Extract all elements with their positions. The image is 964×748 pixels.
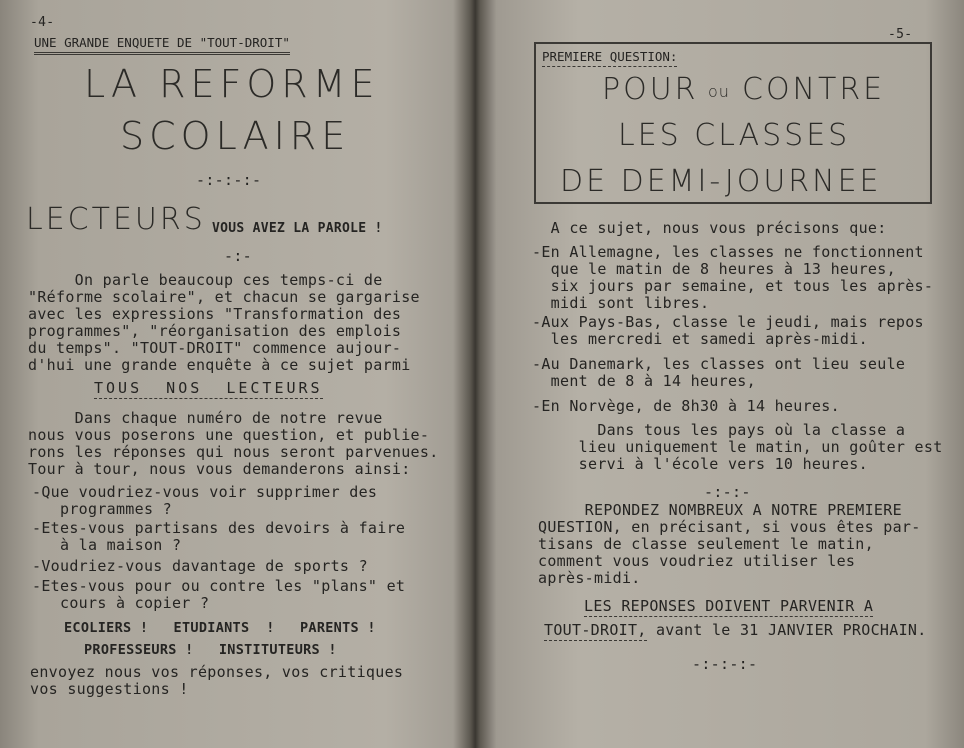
divider: -:-:-:- (196, 171, 262, 189)
appeal-line: comment vous voudriez utiliser les (538, 552, 856, 570)
lecteurs-heading: LECTEURS (26, 202, 206, 237)
intro-line: "Réforme scolaire", et chacun se gargarise (28, 288, 420, 306)
audience-line: ECOLIERS ! ETUDIANTS ! PARENTS ! (64, 620, 376, 636)
right-page (482, 0, 964, 748)
page-number: -4- (30, 15, 55, 30)
body-line: lieu uniquement le matin, un goûter est (532, 438, 943, 456)
intro-line: On parle beaucoup ces temps-ci de (28, 271, 383, 289)
intro-line: du temps". "TOUT-DROIT" commence aujour- (28, 339, 402, 357)
body-line: -En Allemagne, les classes ne fonctionnent (532, 243, 924, 261)
section-kicker: UNE GRANDE ENQUETE DE "TOUT-DROIT" (34, 34, 290, 55)
question-item: programmes ? (32, 500, 172, 518)
body-line: nous vous poserons une question, et publie- (28, 426, 430, 444)
divider: -:-:- (704, 483, 751, 501)
audience-line: PROFESSEURS ! INSTITUTEURS ! (84, 642, 337, 658)
body-line: rons les réponses qui nous seront parvenues. (28, 443, 439, 461)
body-line: Dans chaque numéro de notre revue (28, 409, 383, 427)
intro-line: d'hui une grande enquête à ce sujet parmi (28, 356, 411, 374)
question-item: à la maison ? (32, 536, 182, 554)
body-line: ment de 8 à 14 heures, (532, 372, 756, 390)
page-title-line1: LA REFORME (84, 62, 380, 106)
question-item: cours à copier ? (32, 594, 210, 612)
page-title-line2: SCOLAIRE (120, 114, 351, 158)
question-box (534, 42, 932, 204)
question-label: PREMIERE QUESTION: (542, 48, 677, 67)
appeal-line: tisans de classe seulement le matin, (538, 535, 874, 553)
readers-heading: TOUS NOS LECTEURS (94, 379, 323, 397)
page-number: -5- (888, 27, 913, 42)
box-title-line3: DE DEMI-JOURNEE (560, 164, 882, 199)
body-line: -Au Danemark, les classes ont lieu seule (532, 355, 906, 373)
intro-line: avec les expressions "Transformation des (28, 305, 402, 323)
body-line: A ce sujet, nous vous précisons que: (532, 219, 887, 237)
body-line: Dans tous les pays où la classe a (532, 421, 906, 439)
divider: -:-:-:- (692, 655, 758, 673)
left-page (0, 0, 470, 748)
question-item: -Voudriez-vous davantage de sports ? (32, 557, 368, 575)
closing-line: envoyez nous vos réponses, vos critiques (30, 663, 404, 681)
appeal-line: REPONDEZ NOMBREUX A NOTRE PREMIERE (538, 501, 902, 519)
box-title-ou: ou (708, 82, 730, 101)
body-line: les mercredi et samedi après-midi. (532, 330, 868, 348)
body-line: six jours par semaine, et tous les après- (532, 277, 934, 295)
appeal-line: après-midi. (538, 569, 641, 587)
body-line: midi sont libres. (532, 294, 710, 312)
body-line: -Aux Pays-Bas, classe le jeudi, mais repos (532, 313, 924, 331)
box-title-pour: POUR (602, 72, 699, 107)
body-line: -En Norvège, de 8h30 à 14 heures. (532, 397, 840, 415)
intro-line: programmes", "réorganisation des emplois (28, 322, 402, 340)
deadline-line1: LES REPONSES DOIVENT PARVENIR A (584, 597, 874, 615)
question-item: -Etes-vous pour ou contre les "plans" et (32, 577, 406, 595)
deadline-publication: TOUT-DROIT, (544, 621, 647, 639)
lecteurs-subheading: VOUS AVEZ LA PAROLE ! (212, 221, 383, 236)
closing-line: vos suggestions ! (30, 680, 189, 698)
deadline-line2 (544, 622, 927, 639)
appeal-line: QUESTION, en précisant, si vous êtes par- (538, 518, 921, 536)
body-line: Tour à tour, nous vous demanderons ainsi: (28, 460, 411, 478)
deadline-date: avant le 31 JANVIER PROCHAIN. (646, 621, 927, 639)
box-title-line2: LES CLASSES (618, 118, 851, 153)
body-line: que le matin de 8 heures à 13 heures, (532, 260, 896, 278)
divider: -:- (224, 247, 252, 265)
question-item: -Etes-vous partisans des devoirs à faire (32, 519, 406, 537)
question-item: -Que voudriez-vous voir supprimer des (32, 483, 378, 501)
body-line: servi à l'école vers 10 heures. (532, 455, 868, 473)
box-title-contre: CONTRE (742, 72, 886, 107)
